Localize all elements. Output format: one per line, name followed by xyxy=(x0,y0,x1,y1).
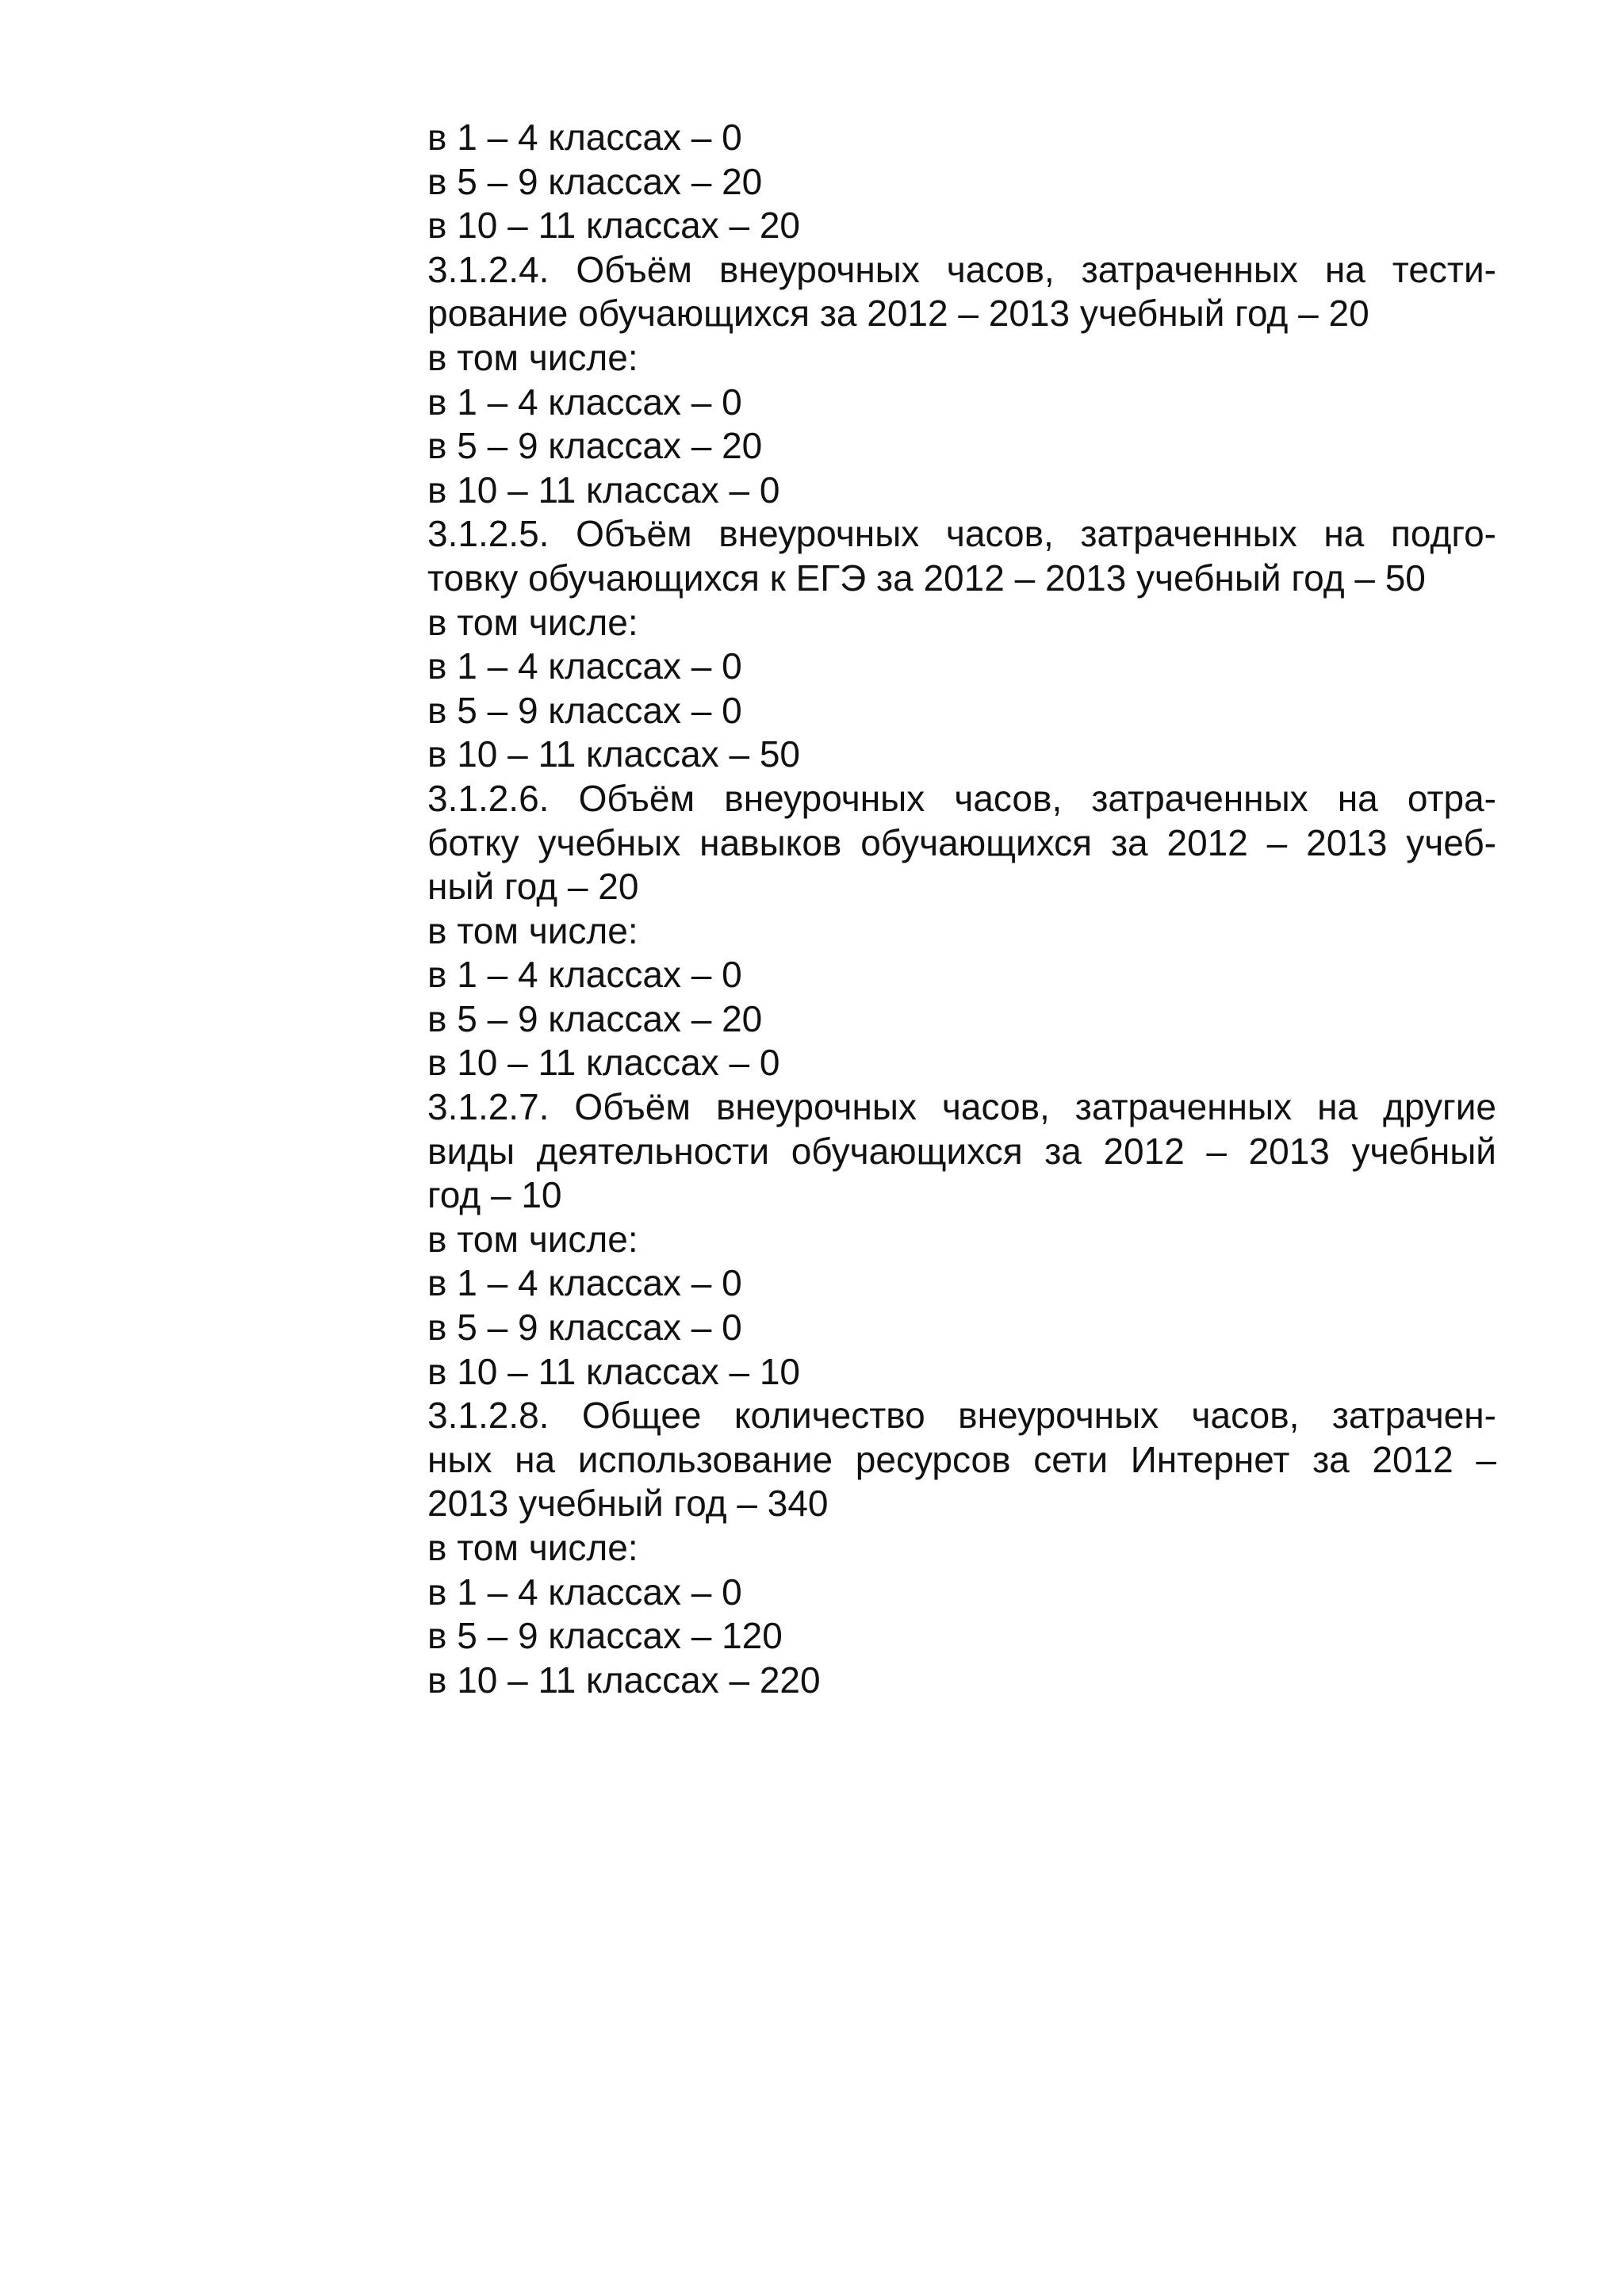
text-line: рование обучающихся за 2012 – 2013 учебный год – 20 xyxy=(427,293,1369,335)
text-line: в 10 – 11 классах – 220 xyxy=(427,1659,821,1701)
text-line: в 10 – 11 классах – 20 xyxy=(427,205,801,247)
text-line: в 10 – 11 классах – 50 xyxy=(427,733,801,775)
section-heading-line: 3.1.2.6. Объём внеурочных часов, затраченных на отра- xyxy=(427,777,1496,819)
text-line: в том числе: xyxy=(427,1218,638,1260)
text-line: в том числе: xyxy=(427,1527,638,1568)
text-line: год – 10 xyxy=(427,1174,562,1216)
text-line: ный год – 20 xyxy=(427,866,639,908)
text-line: в 1 – 4 классах – 0 xyxy=(427,954,742,996)
text-line: в 1 – 4 классах – 0 xyxy=(427,645,742,687)
text-line: в 5 – 9 классах – 120 xyxy=(427,1615,783,1657)
text-line: ботку учебных навыков обучающихся за 2012 – 2013 учеб- xyxy=(427,821,1496,863)
text-line: товку обучающихся к ЕГЭ за 2012 – 2013 учебный год – 50 xyxy=(427,557,1426,599)
text-line: в том числе: xyxy=(427,601,638,643)
text-line: в 1 – 4 классах – 0 xyxy=(427,381,742,423)
text-line: в том числе: xyxy=(427,909,638,951)
text-line: в том числе: xyxy=(427,336,638,378)
text-line: в 1 – 4 классах – 0 xyxy=(427,117,742,158)
text-line: в 5 – 9 классах – 20 xyxy=(427,425,763,467)
text-line: в 5 – 9 классах – 20 xyxy=(427,997,763,1039)
document-text xyxy=(427,116,1496,1702)
text-line: виды деятельности обучающихся за 2012 – 2013 учебный xyxy=(427,1130,1496,1172)
text-line: в 10 – 11 классах – 10 xyxy=(427,1350,801,1392)
text-line: в 5 – 9 классах – 0 xyxy=(427,1307,742,1349)
text-line: 2013 учебный год – 340 xyxy=(427,1483,829,1525)
text-line: в 1 – 4 классах – 0 xyxy=(427,1262,742,1304)
text-line: в 1 – 4 классах – 0 xyxy=(427,1571,742,1613)
text-line: в 5 – 9 классах – 0 xyxy=(427,689,742,731)
section-heading-line: 3.1.2.4. Объём внеурочных часов, затраченных на тести- xyxy=(427,248,1496,290)
text-line: в 10 – 11 классах – 0 xyxy=(427,469,780,511)
text-line: в 10 – 11 классах – 0 xyxy=(427,1042,780,1084)
section-heading-line: 3.1.2.5. Объём внеурочных часов, затраченных на подго- xyxy=(427,513,1496,555)
text-line: ных на использование ресурсов сети Интернет за 2012 – xyxy=(427,1438,1496,1480)
text-line: в 5 – 9 классах – 20 xyxy=(427,160,763,202)
section-heading-line: 3.1.2.8. Общее количество внеурочных часов, затрачен- xyxy=(427,1395,1496,1437)
section-heading-line: 3.1.2.7. Объём внеурочных часов, затраченных на другие xyxy=(427,1086,1496,1128)
